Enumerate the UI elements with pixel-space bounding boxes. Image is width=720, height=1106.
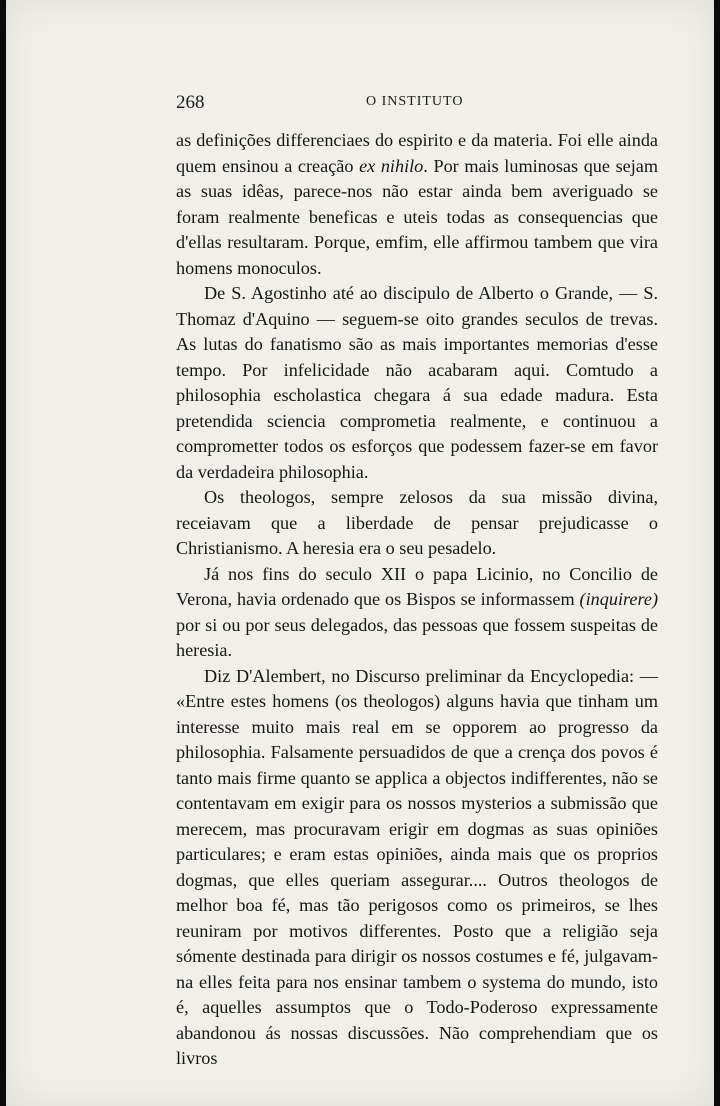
paragraph-1-part-1: as definições differenciaes do espirito e da materia. Foi elle ainda quem ensinou a creação [176, 130, 658, 176]
paragraph-4 [176, 562, 658, 664]
paragraph-4-part-1: Já nos fins do seculo [204, 563, 381, 584]
paragraph-1 [176, 128, 658, 281]
latin-term-inquirere: (inquirere) [579, 589, 658, 609]
page-number: 268 [176, 92, 205, 113]
paragraph-2: De S. Agostinho até ao discipulo de Alberto o Grande, — S. Thomaz d'Aquino — seguem-se oito grandes seculos de trevas. As lutas do fanatismo são as mais importantes memorias d'esse tempo. Por infelicidade não acabaram aqui. Comtudo a philosophia escholastica chegara á sua edade madura. Esta pretendida sciencia comprometia realmente, e continuou a comprometter todos os esforços que podessem fazer-se em favor da verdadeira philosophia. [176, 283, 658, 482]
paragraph-5: Diz D'Alembert, no Discurso preliminar da Encyclopedia: — «Entre estes homens (os theologos) alguns havia que tinham um interesse muito mais real em se opporem ao progresso da philosophia. Falsamente persuadidos de que a crença dos povos é tanto mais firme quanto se applica a objectos indifferentes, não se contentavam em exigir para os nossos mysterios a submissão que merecem, mas procuravam erigir em dogmas as suas opiniões particulares; e eram estas opiniões, ainda mais que os proprios dogmas, que elles queriam assegurar.... Outros theologos de melhor boa fé, mas tão perigosos como os primeiros, se lhes reuniram por motivos differentes. Posto que a religião seja sómente destinada para dirigir os nossos costumes e fé, julgavam-na elles feita para nos ensinar tambem o systema do mundo, isto é, aquelles assumptos que o Todo-Poderoso expressamente abandonou ás nossas discussões. Não comprehendiam que os livros [176, 665, 658, 1068]
paragraph-4-part-5: por si ou por seus delegados, das pessoas que fossem suspeitas de heresia. [176, 614, 658, 660]
latin-phrase-ex-nihilo: ex nihilo [359, 155, 424, 176]
century-numeral: XII [380, 563, 407, 584]
paragraph-3: Os theologos, sempre zelosos da sua missão divina, receiavam que a liberdade de pensar prejudicasse o Christianismo. A heresia era o seu pesadelo. [176, 487, 658, 558]
paragraph-1-part-3: . Por mais luminosas que sejam as suas idêas, parece-nos não estar ainda bem averiguado se foram realmente beneficas e uteis todas as consequencias que d'ellas resultaram. Porque, emfim, elle affirmou tambem que vira homens monoculos. [176, 155, 658, 278]
body-text [176, 128, 658, 1072]
book-page [6, 0, 714, 1106]
paragraph-4-part-3: o papa Licinio, no Concilio de Verona, havia ordenado que os Bispos se informassem [176, 563, 658, 609]
running-title: O INSTITUTO [366, 94, 464, 109]
page-header [176, 92, 658, 120]
